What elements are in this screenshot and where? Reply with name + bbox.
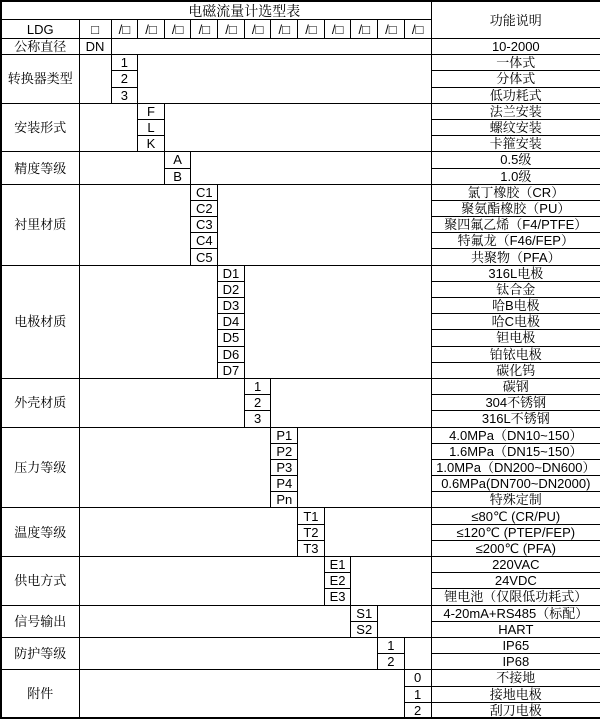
table-row bbox=[1, 55, 600, 71]
category-label: 精度等级 bbox=[1, 152, 79, 184]
option-code: P1 bbox=[271, 427, 298, 443]
table-row bbox=[1, 508, 600, 524]
empty-cell bbox=[164, 103, 431, 152]
category-label: 附件 bbox=[1, 670, 79, 719]
option-desc: 0.5级 bbox=[431, 152, 600, 168]
table-row bbox=[1, 39, 600, 55]
option-code: F bbox=[138, 103, 165, 119]
option-code: D1 bbox=[218, 265, 245, 281]
empty-cell bbox=[404, 637, 431, 669]
category-label: 转换器类型 bbox=[1, 55, 79, 104]
option-code: P3 bbox=[271, 459, 298, 475]
checkbox-slot: /□ bbox=[298, 20, 325, 39]
option-code: C1 bbox=[191, 184, 218, 200]
option-desc: 0.6MPa(DN700~DN2000) bbox=[431, 476, 600, 492]
table-row bbox=[1, 265, 600, 281]
option-code: 1 bbox=[404, 686, 431, 702]
option-desc: 接地电极 bbox=[431, 686, 600, 702]
option-code: D2 bbox=[218, 281, 245, 297]
table-row bbox=[1, 152, 600, 168]
empty-cell bbox=[111, 39, 431, 55]
table-row bbox=[1, 557, 600, 573]
category-label: 信号输出 bbox=[1, 605, 79, 637]
page-title: 电磁流量计选型表 bbox=[1, 1, 431, 20]
option-desc: IP68 bbox=[431, 654, 600, 670]
option-code: 2 bbox=[111, 71, 138, 87]
table-row bbox=[1, 670, 600, 686]
option-desc: 卡箍安装 bbox=[431, 136, 600, 152]
checkbox-slot: /□ bbox=[191, 20, 218, 39]
empty-cell bbox=[378, 605, 432, 637]
option-code: T1 bbox=[298, 508, 325, 524]
option-code: C5 bbox=[191, 249, 218, 265]
table-row bbox=[1, 427, 600, 443]
category-label: 温度等级 bbox=[1, 508, 79, 557]
option-desc: 刮刀电极 bbox=[431, 702, 600, 718]
option-desc: 316L不锈钢 bbox=[431, 411, 600, 427]
option-desc: ≤80℃ (CR/PU) bbox=[431, 508, 600, 524]
option-desc: 钽电极 bbox=[431, 330, 600, 346]
option-code: C3 bbox=[191, 217, 218, 233]
checkbox-slot: /□ bbox=[164, 20, 191, 39]
option-code: L bbox=[138, 119, 165, 135]
option-code: 1 bbox=[244, 378, 271, 394]
option-code: S1 bbox=[351, 605, 378, 621]
function-column-header: 功能说明 bbox=[431, 1, 600, 39]
empty-cell bbox=[79, 427, 271, 508]
option-code: Pn bbox=[271, 492, 298, 508]
option-code: D7 bbox=[218, 362, 245, 378]
option-code: 1 bbox=[111, 55, 138, 71]
empty-cell bbox=[351, 557, 431, 606]
category-label: 压力等级 bbox=[1, 427, 79, 508]
option-desc: 10-2000 bbox=[431, 39, 600, 55]
empty-cell bbox=[79, 103, 138, 152]
empty-cell bbox=[79, 184, 191, 265]
option-code: DN bbox=[79, 39, 111, 55]
option-code: 2 bbox=[244, 395, 271, 411]
table-row bbox=[1, 184, 600, 200]
empty-cell bbox=[79, 670, 404, 719]
category-label: 安装形式 bbox=[1, 103, 79, 152]
empty-cell bbox=[191, 152, 431, 184]
model-prefix: LDG bbox=[1, 20, 79, 39]
option-code: E3 bbox=[324, 589, 351, 605]
empty-cell bbox=[324, 508, 431, 557]
empty-cell bbox=[298, 427, 431, 508]
option-desc: 低功耗式 bbox=[431, 87, 600, 103]
empty-cell bbox=[79, 605, 351, 637]
option-desc: 1.6MPa（DN15~150） bbox=[431, 443, 600, 459]
empty-cell bbox=[79, 265, 218, 378]
option-code: E1 bbox=[324, 557, 351, 573]
option-desc: 聚氨酯橡胶（PU） bbox=[431, 200, 600, 216]
table-row bbox=[1, 103, 600, 119]
option-desc: 哈B电极 bbox=[431, 298, 600, 314]
option-desc: 共聚物（PFA） bbox=[431, 249, 600, 265]
table-row bbox=[1, 637, 600, 653]
checkbox-slot: /□ bbox=[378, 20, 405, 39]
checkbox-slot: /□ bbox=[111, 20, 138, 39]
option-desc: 316L电极 bbox=[431, 265, 600, 281]
checkbox-slot: /□ bbox=[218, 20, 245, 39]
checkbox-slot: /□ bbox=[138, 20, 165, 39]
empty-cell bbox=[79, 508, 298, 557]
option-desc: 钛合金 bbox=[431, 281, 600, 297]
empty-cell bbox=[138, 55, 431, 104]
option-code: 3 bbox=[244, 411, 271, 427]
option-code: A bbox=[164, 152, 191, 168]
option-code: 1 bbox=[378, 637, 405, 653]
option-desc: ≤120℃ (PTEP/FEP) bbox=[431, 524, 600, 540]
checkbox-slot: /□ bbox=[404, 20, 431, 39]
checkbox-slot: /□ bbox=[324, 20, 351, 39]
option-code: E2 bbox=[324, 573, 351, 589]
option-code: 2 bbox=[378, 654, 405, 670]
option-code: S2 bbox=[351, 621, 378, 637]
option-desc: 4.0MPa（DN10~150） bbox=[431, 427, 600, 443]
option-code: C2 bbox=[191, 200, 218, 216]
empty-cell bbox=[79, 152, 164, 184]
table-row bbox=[1, 605, 600, 621]
category-label: 公称直径 bbox=[1, 39, 79, 55]
category-label: 电极材质 bbox=[1, 265, 79, 378]
checkbox-slot: /□ bbox=[244, 20, 271, 39]
option-code: T2 bbox=[298, 524, 325, 540]
option-desc: 特殊定制 bbox=[431, 492, 600, 508]
table-header-row bbox=[1, 1, 600, 20]
option-desc: 1.0级 bbox=[431, 168, 600, 184]
option-desc: 24VDC bbox=[431, 573, 600, 589]
option-code: 0 bbox=[404, 670, 431, 686]
empty-cell bbox=[218, 184, 431, 265]
option-desc: IP65 bbox=[431, 637, 600, 653]
option-desc: 哈C电极 bbox=[431, 314, 600, 330]
option-desc: 法兰安装 bbox=[431, 103, 600, 119]
option-desc: 锂电池（仅限低功耗式） bbox=[431, 589, 600, 605]
option-code: 2 bbox=[404, 702, 431, 718]
option-code: P2 bbox=[271, 443, 298, 459]
option-desc: 4-20mA+RS485（标配） bbox=[431, 605, 600, 621]
option-desc: 220VAC bbox=[431, 557, 600, 573]
option-code: D5 bbox=[218, 330, 245, 346]
option-desc: 氯丁橡胶（CR） bbox=[431, 184, 600, 200]
option-code: C4 bbox=[191, 233, 218, 249]
empty-cell bbox=[244, 265, 431, 378]
option-code: B bbox=[164, 168, 191, 184]
category-label: 供电方式 bbox=[1, 557, 79, 606]
category-label: 外壳材质 bbox=[1, 378, 79, 427]
option-code: P4 bbox=[271, 476, 298, 492]
option-desc: 碳化钨 bbox=[431, 362, 600, 378]
option-desc: 碳钢 bbox=[431, 378, 600, 394]
option-desc: 1.0MPa（DN200~DN600） bbox=[431, 459, 600, 475]
option-desc: 螺纹安装 bbox=[431, 119, 600, 135]
option-code: K bbox=[138, 136, 165, 152]
option-code: D3 bbox=[218, 298, 245, 314]
option-desc: 304不锈钢 bbox=[431, 395, 600, 411]
empty-cell bbox=[79, 378, 244, 427]
option-code: 3 bbox=[111, 87, 138, 103]
option-desc: ≤200℃ (PFA) bbox=[431, 540, 600, 556]
option-desc: 特氟龙（F46/FEP） bbox=[431, 233, 600, 249]
option-desc: HART bbox=[431, 621, 600, 637]
checkbox-slot: /□ bbox=[271, 20, 298, 39]
option-desc: 不接地 bbox=[431, 670, 600, 686]
empty-cell bbox=[79, 557, 324, 606]
option-desc: 铂铱电极 bbox=[431, 346, 600, 362]
category-label: 防护等级 bbox=[1, 637, 79, 669]
checkbox-slot: □ bbox=[79, 20, 111, 39]
empty-cell bbox=[271, 378, 431, 427]
option-desc: 分体式 bbox=[431, 71, 600, 87]
table-row bbox=[1, 378, 600, 394]
option-code: D6 bbox=[218, 346, 245, 362]
option-desc: 聚四氟乙烯（F4/PTFE） bbox=[431, 217, 600, 233]
checkbox-slot: /□ bbox=[351, 20, 378, 39]
option-code: D4 bbox=[218, 314, 245, 330]
option-desc: 一体式 bbox=[431, 55, 600, 71]
empty-cell bbox=[79, 637, 378, 669]
category-label: 衬里材质 bbox=[1, 184, 79, 265]
option-code: T3 bbox=[298, 540, 325, 556]
empty-cell bbox=[79, 55, 111, 104]
